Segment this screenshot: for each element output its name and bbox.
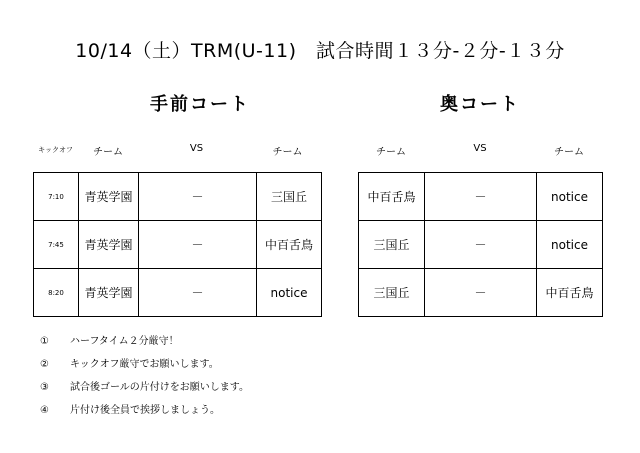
table-row	[34, 221, 322, 269]
team-a-cell: 中百舌鳥	[359, 173, 425, 221]
kickoff-time: 7:10	[34, 173, 79, 221]
note-text: 片付け後全員で挨拶しましょう。	[70, 405, 220, 416]
back-team-b-header: チーム	[554, 147, 584, 158]
note-item	[40, 330, 249, 353]
team-a-cell: 青英学園	[79, 173, 139, 221]
vs-cell: －	[139, 173, 257, 221]
table-row	[34, 173, 322, 221]
note-text: ハーフタイム２分厳守！	[70, 336, 179, 347]
note-number: ②	[40, 359, 49, 370]
vs-cell: －	[425, 173, 537, 221]
kickoff-time: 8:20	[34, 269, 79, 317]
team-b-cell: 中百舌鳥	[537, 269, 603, 317]
table-row	[359, 173, 603, 221]
front-vs-header: VS	[189, 143, 204, 154]
front-court-table	[33, 172, 322, 317]
table-row	[359, 221, 603, 269]
team-a-cell: 三国丘	[359, 269, 425, 317]
page-title: 10/14（土）TRM(U-11) 試合時間１３分-２分-１３分	[75, 40, 565, 62]
kickoff-header: キックオフ	[38, 146, 73, 154]
note-number: ④	[40, 405, 49, 416]
vs-cell: －	[425, 221, 537, 269]
table-row	[359, 269, 603, 317]
table-row	[34, 269, 322, 317]
team-a-cell: 青英学園	[79, 269, 139, 317]
note-text: キックオフ厳守でお願いします。	[70, 359, 219, 370]
notes-list	[40, 330, 249, 422]
note-text: 試合後ゴールの片付けをお願いします。	[70, 382, 249, 393]
kickoff-time: 7:45	[34, 221, 79, 269]
note-item	[40, 376, 249, 399]
team-b-cell: 中百舌鳥	[257, 221, 322, 269]
back-court-table	[358, 172, 603, 317]
team-b-cell: 三国丘	[257, 173, 322, 221]
front-team-a-header: チーム	[93, 147, 123, 158]
vs-cell: －	[139, 269, 257, 317]
vs-cell: －	[425, 269, 537, 317]
back-team-a-header: チーム	[376, 147, 406, 158]
note-item	[40, 399, 249, 422]
note-number: ③	[40, 382, 49, 393]
vs-cell: －	[139, 221, 257, 269]
team-b-cell: notice	[257, 269, 322, 317]
front-team-b-header: チーム	[272, 147, 303, 158]
team-b-cell: notice	[537, 173, 603, 221]
back-court-title: 奥コート	[440, 94, 520, 115]
note-number: ①	[40, 336, 49, 347]
team-a-cell: 三国丘	[359, 221, 425, 269]
team-a-cell: 青英学園	[79, 221, 139, 269]
front-court-title: 手前コート	[150, 94, 250, 115]
back-vs-header: VS	[473, 143, 487, 154]
team-b-cell: notice	[537, 221, 603, 269]
note-item	[40, 353, 249, 376]
